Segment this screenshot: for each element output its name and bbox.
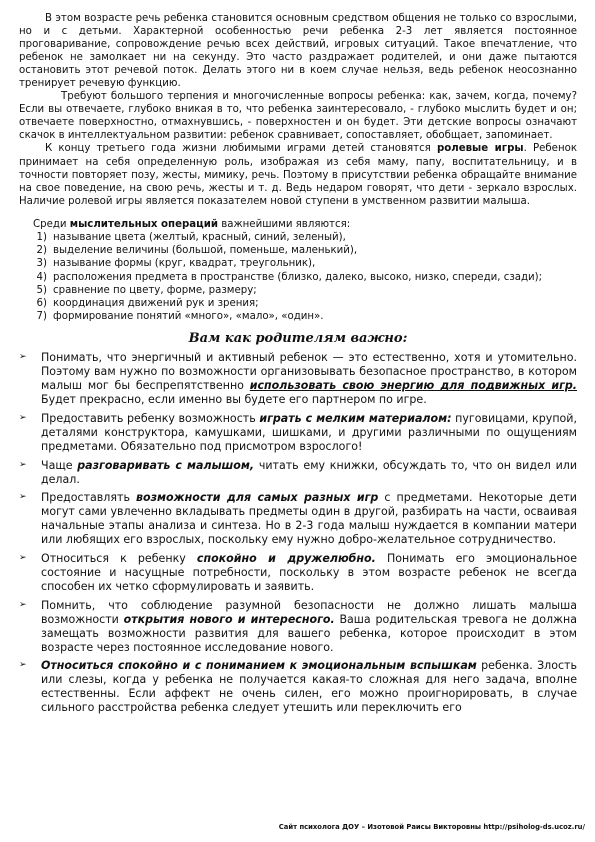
tip-text-end: читать ему книжки, обсуждать то, что он видел или делал. bbox=[41, 458, 577, 486]
tip-text-start: Помнить, что соблюдение разумной безопасности не должно лишать малыша возможности bbox=[41, 598, 577, 626]
role-games-term: ролевые игры bbox=[436, 143, 524, 155]
arrow-bullet-icon: ➢ bbox=[19, 412, 27, 423]
tip-item bbox=[19, 552, 577, 594]
tip-item bbox=[19, 491, 577, 547]
list-item-number: 6) bbox=[36, 297, 47, 309]
tip-text-start: Предоставить ребенку возможность bbox=[41, 411, 260, 425]
tip-text bbox=[41, 351, 577, 407]
tip-item bbox=[19, 599, 577, 655]
tip-emphasis: открытия нового и интересного. bbox=[123, 612, 335, 626]
list-item-text: координация движений рук и зрения; bbox=[53, 297, 259, 309]
intro-paragraph-1: В этом возрасте речь ребенка становится основным средством общения не только со взрослыми, но и с детьми. Характерной особенностью речи ребенка 2-3 лет является постоянное проговаривание, сопровождение речью всех действий, игровых ситуаций. Такое впечатление, что ребенок не замолкает ни на секунду. Это часто раздражает родителей, и они даже пытаются остановить этот речевой поток. Делать этого ни в коем случае нельзя, ведь ребенок неосознанно тренирует речевую функцию. bbox=[19, 13, 577, 90]
tip-text bbox=[41, 659, 577, 715]
tip-emphasis: возможности для самых разных игр bbox=[136, 491, 379, 505]
tip-text-end: ребенка. Злость или слезы, когда у ребенка не получается какая-то сложная для него задача, вполне естественны. Если аффект не очень силен, его можно проигнорировать, в случае сильного расстройства ребенка следует утешить или переключить его bbox=[41, 659, 577, 715]
ops-title-bold: мыслительных операций bbox=[69, 218, 218, 230]
tip-emphasis: Относиться спокойно и с пониманием к эмоциональным вспышкам bbox=[41, 659, 477, 673]
tip-text-end: Понимать его эмоциональное состояние и насущные потребности, поскольку в этом возрасте ребенок не всегда способен их четко сформулировать и заявить. bbox=[41, 552, 577, 593]
intro-paragraph-3 bbox=[19, 142, 577, 207]
footer-site-credit: Сайт психолога ДОУ – Изотовой Раисы Викторовны http://psiholog-ds.ucoz.ru/ bbox=[278, 823, 585, 831]
intro-paragraph-2: Требуют большого терпения и многочисленные вопросы ребенка: как, зачем, когда, почему? Если вы отвечаете, глубоко вникая в то, что ребенка заинтересовало, - глубоко мыслить будет и он; отвечаете поверхностно, отмахнувшись, - поверхностен и он будет. Эти детские вопросы означают скачок в интеллектуальном развитии: ребенок сравнивает, сопоставляет, обобщает, запоминает. bbox=[19, 91, 577, 142]
list-item bbox=[19, 257, 577, 270]
tip-item bbox=[19, 412, 577, 454]
ops-title-end: важнейшими являются: bbox=[217, 218, 351, 230]
tip-text-end: Будет прекрасно, если именно вы будете его партнером по игре. bbox=[41, 393, 427, 407]
tip-item bbox=[19, 459, 577, 487]
arrow-bullet-icon: ➢ bbox=[19, 660, 27, 671]
p3-text-start: К концу третьего года жизни любимыми играми детей становятся bbox=[45, 143, 437, 155]
list-item-number: 7) bbox=[36, 311, 47, 323]
tip-text bbox=[41, 599, 577, 655]
list-item-number: 2) bbox=[36, 245, 47, 257]
tip-text-end: с предметами. Некоторые дети могут сами увлеченно вкладывать предметы один в другой, разбирать на части, осваивая начальные этапы анализа и синтеза. Но в 2-3 года малыш нуждается в компании матери или любящих его взрослых, поскольку ему нужно добро-желательное сотрудничество. bbox=[41, 491, 577, 547]
tip-emphasis: спокойно и дружелюбно. bbox=[196, 552, 376, 566]
tip-text-start: Относиться к ребенку bbox=[41, 552, 197, 566]
arrow-bullet-icon: ➢ bbox=[19, 492, 27, 503]
tip-item bbox=[19, 351, 577, 407]
list-item-number: 4) bbox=[36, 271, 47, 283]
tip-text-start: Предоставлять bbox=[41, 491, 137, 505]
list-item bbox=[19, 310, 577, 323]
list-item bbox=[19, 271, 577, 284]
tip-emphasis: играть с мелким материалом: bbox=[259, 411, 452, 425]
list-item-number: 5) bbox=[36, 284, 47, 296]
list-item bbox=[19, 284, 577, 297]
list-item-text: называние цвета (желтый, красный, синий, зеленый), bbox=[53, 231, 346, 243]
tip-text bbox=[41, 552, 577, 594]
tip-text-start: Чаще bbox=[41, 458, 78, 472]
list-item-text: сравнение по цвету, форме, размеру; bbox=[53, 284, 257, 296]
mental-operations-section bbox=[19, 218, 577, 324]
tip-text-start: Понимать, что энергичный и активный ребенок — это естественно, хотя и утомительно. Поэтому вам нужно по возможности организовывать безопасное пространство, в котором малыш мог бы беспрепятственно bbox=[41, 351, 577, 393]
list-item bbox=[19, 231, 577, 244]
list-item-text: формирование понятий «много», «мало», «один». bbox=[53, 311, 324, 323]
list-item-text: называние формы (круг, квадрат, треугольник), bbox=[53, 258, 316, 270]
list-item-text: расположения предмета в пространстве (близко, далеко, высоко, низко, спереди, сзади); bbox=[53, 271, 543, 283]
tip-text bbox=[41, 459, 577, 487]
ops-title-start: Среди bbox=[33, 218, 70, 230]
tip-text-end: Ваша родительская тревога не должна замещать возможности развития для вашего ребенка, которое происходит в этом возрасте через постоянное исследование нового. bbox=[41, 612, 577, 654]
list-item-number: 3) bbox=[36, 258, 47, 270]
mental-operations-title bbox=[19, 218, 577, 231]
list-item-number: 1) bbox=[36, 231, 47, 243]
tip-text-end: пуговицами, крупой, деталями конструктора, камушками, шишками, и другими различными по ощущениям предметами. Обязательно под присмотром взрослого! bbox=[41, 411, 578, 453]
tip-emphasis: использовать свою энергию для подвижных игр. bbox=[249, 379, 577, 393]
list-item bbox=[19, 297, 577, 310]
tip-text bbox=[41, 412, 577, 454]
tip-text bbox=[41, 491, 577, 547]
arrow-bullet-icon: ➢ bbox=[19, 352, 27, 363]
arrow-bullet-icon: ➢ bbox=[19, 459, 27, 470]
arrow-bullet-icon: ➢ bbox=[19, 553, 27, 564]
parents-heading: Вам как родителям важно: bbox=[188, 331, 408, 347]
tip-item bbox=[19, 659, 577, 715]
mental-operations-list bbox=[19, 231, 577, 323]
p3-text-end: . Ребенок принимает на себя определенную роль, изображая из себя маму, папу, воспитательницу, и в точности повторяет позу, жесты, мимику, речь. Поэтому в присутствии ребенка обращайте внимание на свое поведение, на свою речь, жесты и т. д. Ведь недаром говорят, что дети - зеркало взрослых. Наличие ролевой игры является показателем новой ступени в умственном развитии малыша. bbox=[19, 143, 577, 207]
list-item bbox=[19, 244, 577, 257]
tip-emphasis: разговаривать с малышом, bbox=[77, 458, 255, 472]
arrow-bullet-icon: ➢ bbox=[19, 599, 27, 610]
list-item-text: выделение величины (большой, поменьше, маленький), bbox=[53, 245, 358, 257]
